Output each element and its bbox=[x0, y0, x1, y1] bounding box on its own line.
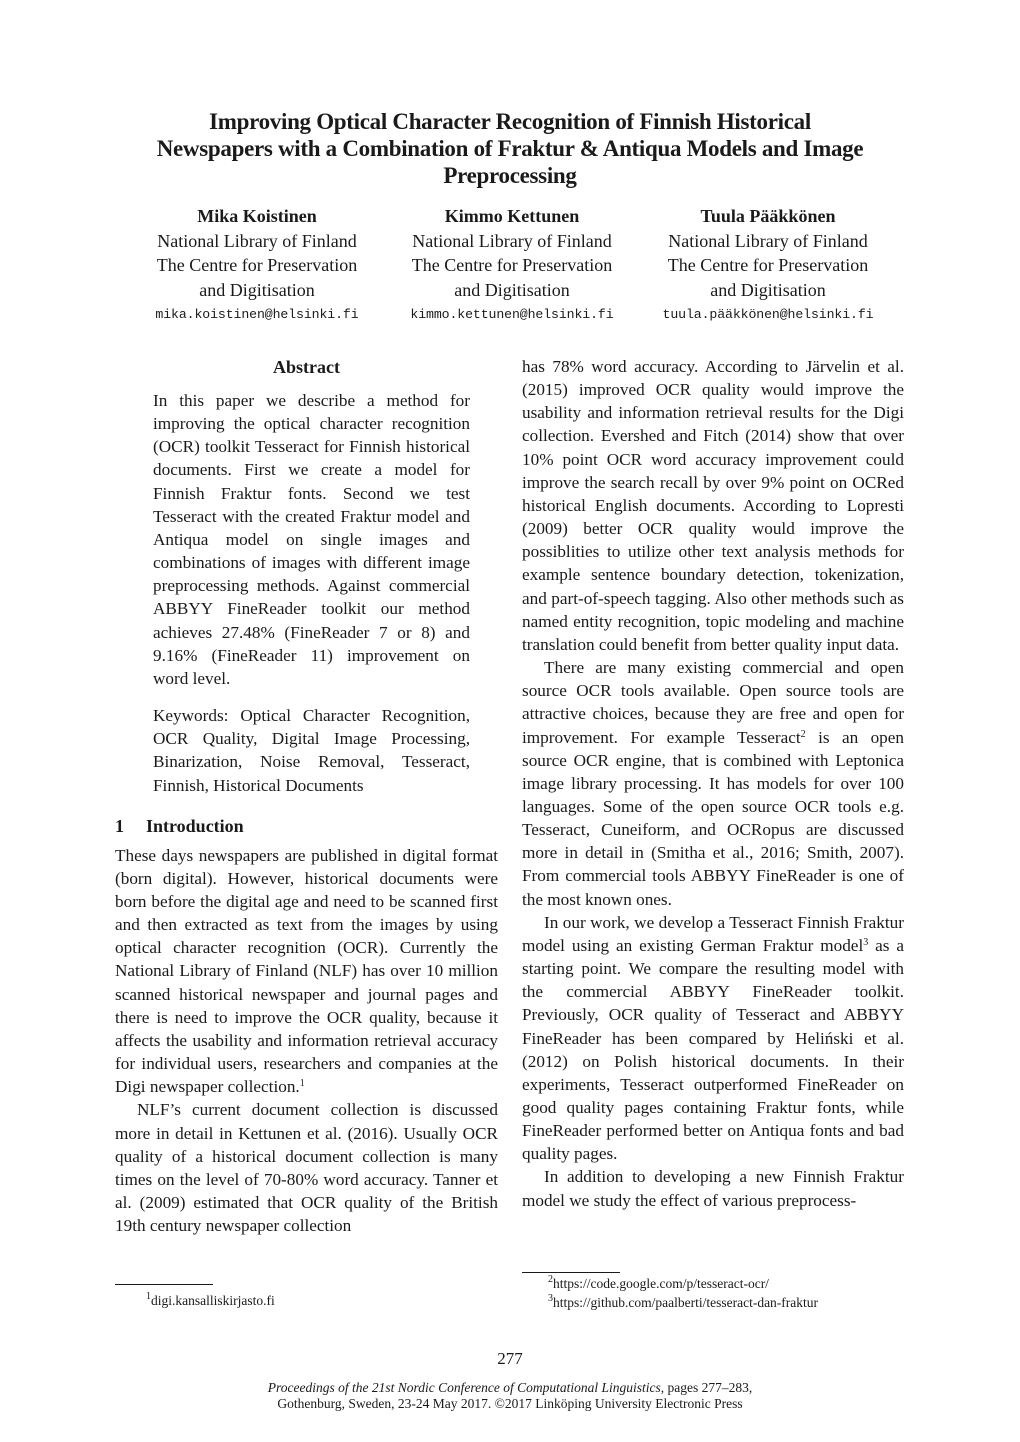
proceedings-venue: Gothenburg, Sweden, 23-24 May 2017. ©2017 Linköping University Electronic Press bbox=[277, 1395, 743, 1411]
proceedings-citation bbox=[160, 1380, 860, 1411]
page-number: 277 bbox=[497, 1349, 523, 1368]
paragraph: NLF’s current document collection is discussed more in detail in Kettunen et al. (2016). Usually OCR quality of a historical document collection is many times on the level of 70-80% word accuracy. Tanner et al. (2009) estimated that OCR quality of the British 19th century newspaper collection bbox=[115, 1100, 498, 1236]
left-column bbox=[115, 355, 498, 1237]
section-number: 1 bbox=[115, 815, 124, 836]
footnote-marker[interactable]: 1 bbox=[299, 1078, 305, 1090]
author-affiliation: and Digitisation bbox=[454, 279, 570, 300]
paragraph bbox=[522, 656, 904, 911]
keywords: Keywords: Optical Character Recognition, OCR Quality, Digital Image Processing, Binarization, Noise Removal, Tesseract, Finnish, Historical Documents bbox=[153, 706, 470, 795]
paragraph-text: as a starting point. We compare the resulting model with the commercial ABBYY FineReader toolkit. Previously, OCR quality of Tesseract and ABBYY FineReader has been compared by Heliński et al. (2012) on Polish historical documents. In their experiments, Tesseract outperformed FineReader on good quality pages containing Fraktur fonts, while FineReader performed better on Antiqua fonts and bad quality pages. bbox=[522, 935, 904, 1164]
paragraph bbox=[115, 844, 498, 1099]
footnote-mark: 3 bbox=[548, 1293, 553, 1304]
paragraph-text: There are many existing commercial and open source OCR tools available. Open source tools are attractive choices, because they are free and open for improvement. For example Tesseract bbox=[522, 658, 904, 747]
paragraph-text: is an open source OCR engine, that is combined with Leptonica image library processing. It has models for over 100 languages. Some of the open source OCR tools e.g. Tesseract, Cuneiform, and OCRopus are discussed more in detail in (Smitha et al., 2016; Smith, 2007). From commercial tools ABBYY FineReader is one of the most known ones. bbox=[522, 727, 904, 909]
author-affiliation: National Library of Finland bbox=[412, 230, 612, 251]
author-affiliation: and Digitisation bbox=[199, 279, 315, 300]
paragraph: In addition to developing a new Finnish Fraktur model we study the effect of various preprocess- bbox=[522, 1167, 904, 1210]
footnote-mark: 1 bbox=[146, 1291, 151, 1302]
author-email[interactable]: tuula.pääkkönen@helsinki.fi bbox=[662, 307, 874, 322]
right-column bbox=[522, 355, 904, 1212]
author-email[interactable]: mika.koistinen@helsinki.fi bbox=[155, 307, 359, 322]
author-block bbox=[638, 204, 898, 327]
section-title: Introduction bbox=[146, 815, 244, 836]
footnote bbox=[548, 1275, 769, 1293]
footnote bbox=[548, 1294, 818, 1312]
footnote-marker[interactable]: 2 bbox=[800, 728, 806, 740]
title-line: Preprocessing bbox=[443, 163, 577, 188]
author-affiliation: The Centre for Preservation bbox=[156, 255, 358, 275]
author-name: Mika Koistinen bbox=[197, 206, 317, 226]
footnote-rule bbox=[115, 1284, 213, 1285]
title-line: Improving Optical Character Recognition of Finnish Historical bbox=[209, 109, 811, 134]
paper-title bbox=[100, 108, 920, 189]
paragraph bbox=[522, 911, 904, 1166]
footnote-marker[interactable]: 3 bbox=[863, 936, 869, 948]
author-block bbox=[382, 204, 642, 327]
author-block bbox=[127, 204, 387, 327]
section-heading-introduction bbox=[115, 814, 498, 838]
abstract-body bbox=[153, 389, 470, 797]
paragraph-text: These days newspapers are published in digital format (born digital). However, historical documents were born before the digital age and need to be scanned first and then extracted as text from the images by using optical character recognition (OCR). Currently the National Library of Finland (NLF) has over 10 million scanned historical newspaper and journal pages and there is need to improve the OCR quality, because it affects the usability and information retrieval accuracy for individual users, researchers and companies at the Digi newspaper collection. bbox=[115, 845, 498, 1097]
paragraph-text: In our work, we develop a Tesseract Finnish Fraktur model using an existing German Fraktur model bbox=[522, 912, 904, 955]
footnote-mark: 2 bbox=[548, 1274, 553, 1285]
author-affiliation: National Library of Finland bbox=[157, 230, 357, 251]
paragraph: has 78% word accuracy. According to Järvelin et al. (2015) improved OCR quality would improve the usability and information retrieval results for the Digi collection. Evershed and Fitch (2014) show that over 10% point OCR word accuracy improvement could improve the search recall by over 9% point on OCRed historical English documents. According to Lopresti (2009) better OCR quality would improve the possiblities to utilize other text analysis methods for example sentence boundary detection, tokenization, and part-of-speech tagging. Also other methods such as named entity recognition, topic modeling and machine translation could benefit from better quality input data. bbox=[522, 357, 904, 654]
title-line: Newspapers with a Combination of Fraktur & Antiqua Models and Image bbox=[156, 136, 864, 161]
footnote-text[interactable]: digi.kansalliskirjasto.fi bbox=[151, 1293, 275, 1308]
abstract-heading: Abstract bbox=[273, 357, 340, 377]
intro-left-text bbox=[115, 844, 498, 1238]
footnote-text[interactable]: https://github.com/paalberti/tesseract-dan-fraktur bbox=[553, 1295, 819, 1310]
footnote bbox=[146, 1292, 275, 1310]
author-name: Tuula Pääkkönen bbox=[700, 206, 836, 226]
proceedings-title: Proceedings of the 21st Nordic Conference of Computational Linguistics bbox=[267, 1380, 661, 1395]
proceedings-pages: , pages 277–283, bbox=[660, 1380, 753, 1395]
author-affiliation: and Digitisation bbox=[710, 279, 826, 300]
author-email[interactable]: kimmo.kettunen@helsinki.fi bbox=[410, 307, 614, 322]
footnote-text[interactable]: https://code.google.com/p/tesseract-ocr/ bbox=[553, 1276, 769, 1291]
author-affiliation: National Library of Finland bbox=[668, 230, 868, 251]
author-affiliation: The Centre for Preservation bbox=[667, 255, 869, 275]
author-affiliation: The Centre for Preservation bbox=[411, 255, 613, 275]
footnote-rule bbox=[522, 1272, 620, 1273]
author-name: Kimmo Kettunen bbox=[444, 206, 580, 226]
abstract-text: In this paper we describe a method for improving the optical character recognition (OCR) toolkit Tesseract for Finnish historical documents. First we create a model for Finnish Fraktur fonts. Second we test Tesseract with the created Fraktur model and Antiqua model on single images and combinations of images with different image preprocessing methods. Against commercial ABBYY FineReader toolkit our method achieves 27.48% (FineReader 7 or 8) and 9.16% (FineReader 11) improvement on word level. bbox=[153, 391, 470, 688]
